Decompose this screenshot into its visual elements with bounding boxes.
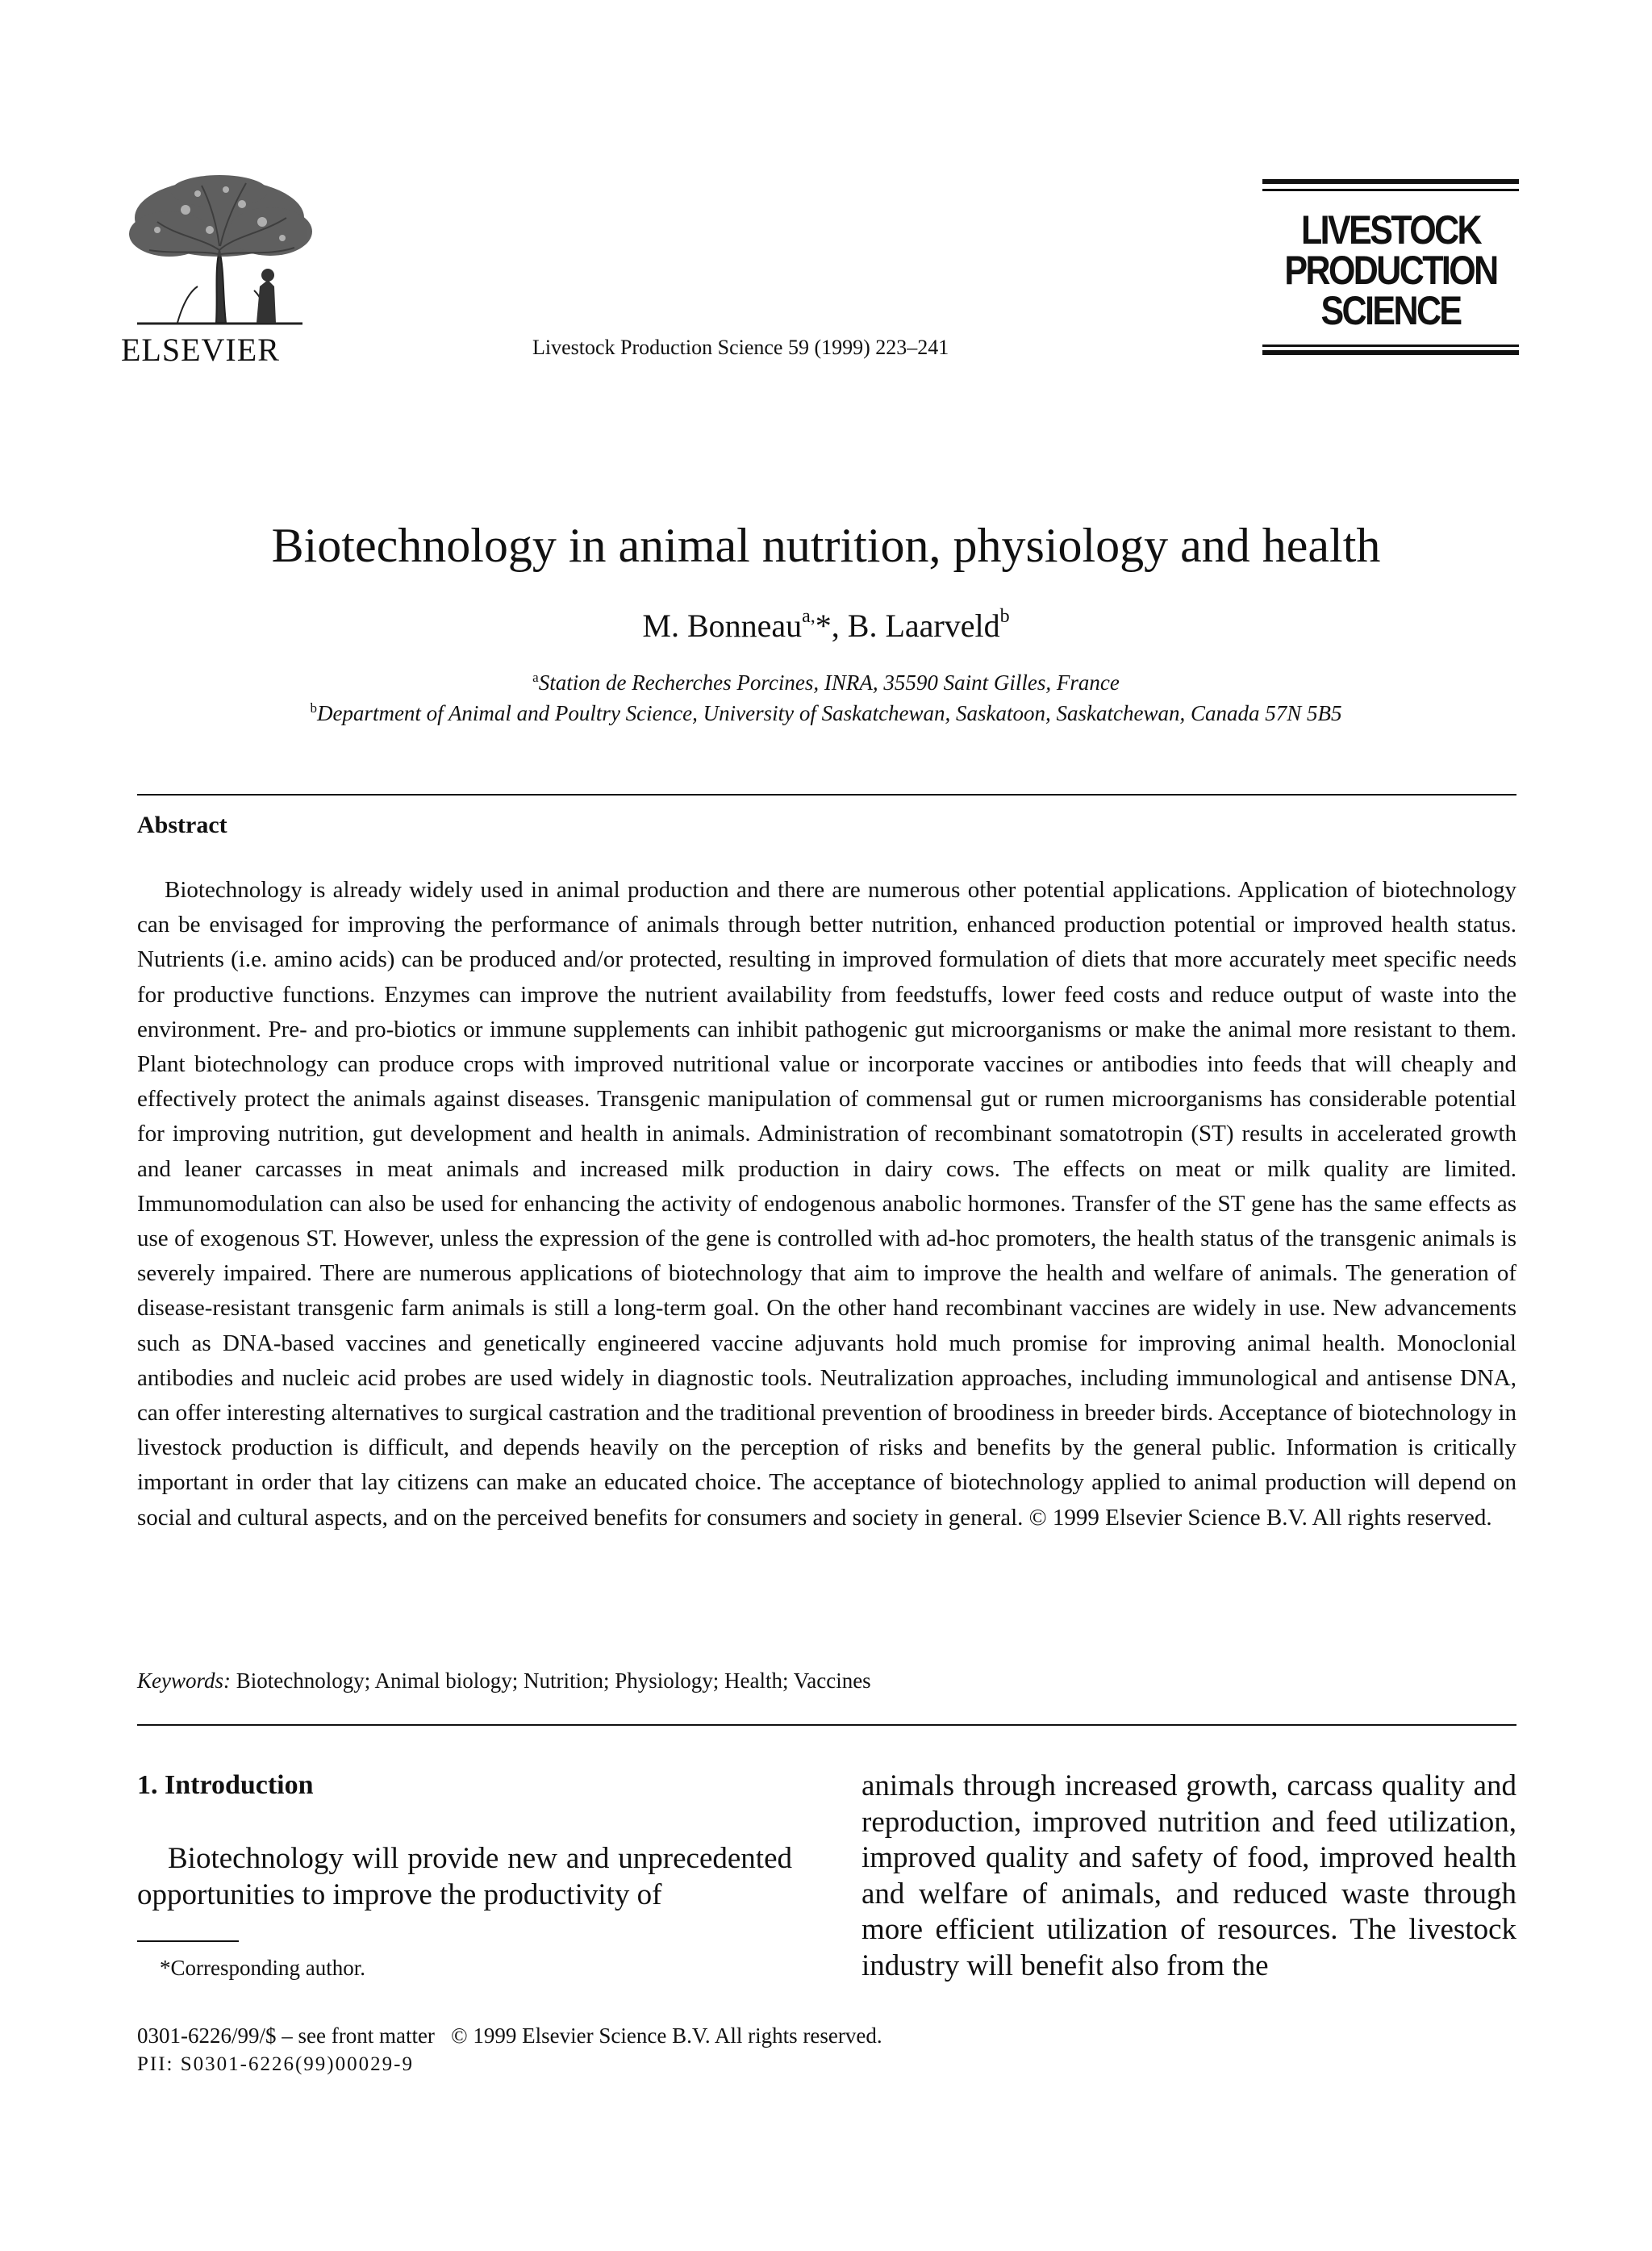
keywords-list: Biotechnology; Animal biology; Nutrition; Physiology; Health; Vaccines: [236, 1668, 871, 1693]
journal-logo-line-3: SCIENCE: [1320, 288, 1461, 333]
author-list: [0, 607, 1652, 645]
keywords-label: Keywords:: [137, 1668, 231, 1693]
journal-logo-line-1: LIVESTOCK: [1300, 207, 1481, 253]
author-1-affiliation-mark: a,: [802, 605, 816, 627]
abstract-top-rule: [137, 794, 1516, 796]
keywords: [137, 1668, 871, 1693]
pii-identifier: PII: S0301-6226(99)00029-9: [137, 2053, 414, 2075]
abstract-heading: Abstract: [137, 812, 227, 838]
footnote-rule: [137, 1940, 239, 1942]
affiliation-b-mark: b: [310, 700, 317, 716]
affiliation-a-text: Station de Recherches Porcines, INRA, 35590 Saint Gilles, France: [538, 670, 1120, 695]
intro-column-2: animals through increased growth, carcass quality and reproduction, improved nutrition and feed utilization, improved quality and safety of food, improved health and welfare of animals, and reduced waste through more efficient utilization of resources. The livestock industry will benefit also from the: [861, 1769, 1516, 1982]
author-2-name: B. Laarveld: [847, 608, 1000, 644]
journal-logo-line-2: PRODUCTION: [1284, 248, 1497, 293]
affiliation-a: [0, 670, 1652, 695]
publisher-name: ELSEVIER: [121, 332, 280, 368]
abstract-body: Biotechnology is already widely used in animal production and there are numerous other potential applications. Application of biotechnology can be envisaged for improving the performance of animals through better nutrition, enhanced production potential or improved health status. Nutrients (i.e. amino acids) can be produced and/or protected, resulting in improved formulation of diets that more accurately meet specific needs for productive functions. Enzymes can improve the nutrient availability from feedstuffs, lower feed costs and reduce output of waste into the environment. Pre- and pro-biotics or immune supplements can inhibit pathogenic gut microorganisms or make the animal more resistant to them. Plant biotechnology can produce crops with improved nutritional value or incorporate vaccines or antibodies into feeds that will cheaply and effectively protect the animals against diseases. Transgenic manipulation of commensal gut or rumen microorganisms has considerable potential for improving nutrition, gut development and health in animals. Administration of recombinant somatotropin (ST) results in accelerated growth and leaner carcasses in meat animals and increased milk production in dairy cows. The effects on meat or milk quality are limited. Immunomodulation can also be used for enhancing the activity of endogenous anabolic hormones. Transfer of the ST gene has the same effects as use of exogenous ST. However, unless the expression of the gene is controlled with ad-hoc promoters, the health status of the transgenic animals is severely impaired. There are numerous applications of biotechnology that aim to improve the health and welfare of animals. The generation of disease-resistant transgenic farm animals is still a long-term goal. On the other hand recombinant vaccines are widely in use. New advancements such as DNA-based vaccines and genetically engineered vaccine adjuvants hold much promise for improving animal health. Monoclonial antibodies and nucleic acid probes are used widely in diagnostic tools. Neutralization approaches, including immunological and antisense DNA, can offer interesting alternatives to surgical castration and the traditional prevention of broodiness in breeder birds. Acceptance of biotechnology in livestock production is difficult, and depends heavily on the perception of risks and benefits by the general public. Information is critically important in order that lay citizens can make an educated choice. The acceptance of biotechnology applied to animal production will depend on social and cultural aspects, and on the perceived benefits for consumers and society in general. © 1999 Elsevier Science B.V. All rights reserved.: [137, 877, 1516, 1531]
journal-logo: [1262, 179, 1519, 358]
affiliation-b-text: Department of Animal and Poultry Science, University of Saskatchewan, Saskatoon, Saskatchewan, Canada 57N 5B5: [316, 701, 1342, 725]
intro-column-1: Biotechnology will provide new and unprecedented opportunities to improve the productivity of: [137, 1842, 792, 1911]
paper-title: Biotechnology in animal nutrition, physiology and health: [271, 519, 1381, 572]
corresponding-author-mark: *: [815, 608, 832, 644]
corresponding-author-footnote: *Corresponding author.: [160, 1956, 365, 1980]
affiliation-b: [0, 700, 1652, 726]
abstract-bottom-rule: [137, 1724, 1516, 1726]
journal-citation: Livestock Production Science 59 (1999) 223–241: [532, 336, 949, 359]
author-1-name: M. Bonneau: [642, 608, 803, 644]
author-separator: ,: [831, 608, 848, 644]
affiliation-a-mark: a: [532, 670, 539, 685]
section-heading-introduction: 1. Introduction: [137, 1770, 314, 1800]
front-matter-line: 0301-6226/99/$ – see front matter © 1999 Elsevier Science B.V. All rights reserved.: [137, 2023, 882, 2048]
author-2-affiliation-mark: b: [999, 605, 1010, 627]
